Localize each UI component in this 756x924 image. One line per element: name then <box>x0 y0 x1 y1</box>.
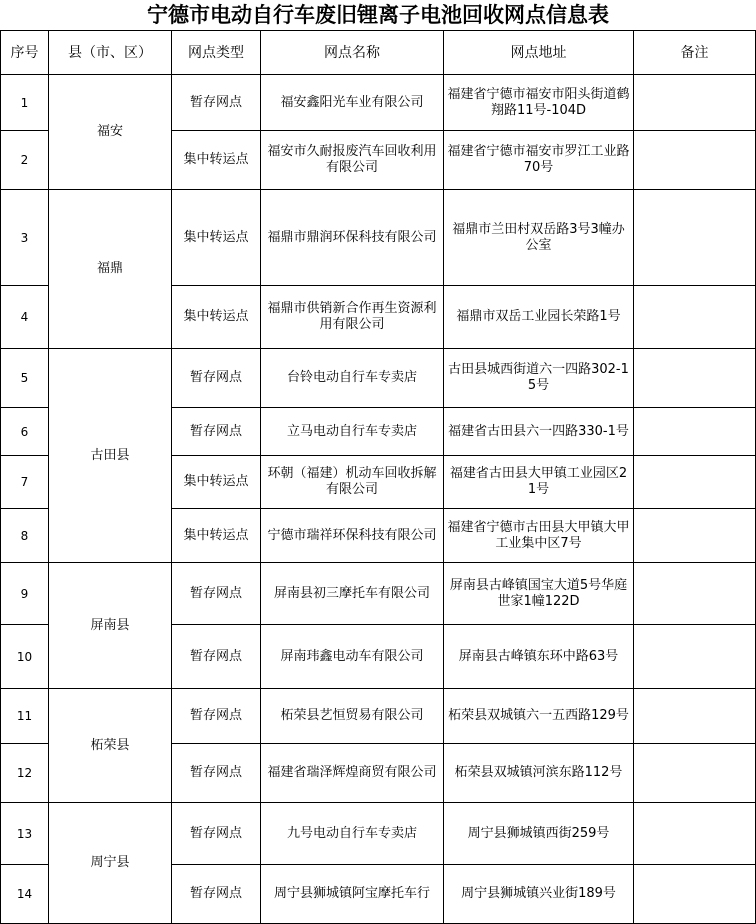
seq-cell: 2 <box>1 131 49 190</box>
table-row <box>1 75 756 131</box>
note-cell <box>634 865 756 924</box>
type-cell: 暂存网点 <box>172 625 261 689</box>
header-seq: 序号 <box>1 31 49 75</box>
county-cell: 周宁县 <box>49 803 172 924</box>
address-cell: 福鼎市兰田村双岳路3号3幢办公室 <box>444 190 634 286</box>
table-header-row <box>1 31 756 75</box>
address-cell: 福鼎市双岳工业园长荣路1号 <box>444 286 634 349</box>
type-cell: 暂存网点 <box>172 689 261 744</box>
table-row <box>1 803 756 865</box>
type-cell: 暂存网点 <box>172 744 261 803</box>
address-cell: 屏南县古峰镇东环中路63号 <box>444 625 634 689</box>
name-cell: 立马电动自行车专卖店 <box>261 408 444 456</box>
address-cell: 周宁县狮城镇兴业街189号 <box>444 865 634 924</box>
type-cell: 集中转运点 <box>172 190 261 286</box>
name-cell: 屏南玮鑫电动车有限公司 <box>261 625 444 689</box>
county-cell: 屏南县 <box>49 563 172 689</box>
recycling-points-table <box>0 30 756 924</box>
type-cell: 暂存网点 <box>172 349 261 408</box>
type-cell: 暂存网点 <box>172 408 261 456</box>
note-cell <box>634 563 756 625</box>
name-cell: 柘荣县艺恒贸易有限公司 <box>261 689 444 744</box>
name-cell: 福安市久耐报废汽车回收利用有限公司 <box>261 131 444 190</box>
seq-cell: 11 <box>1 689 49 744</box>
table-row <box>1 190 756 286</box>
seq-cell: 4 <box>1 286 49 349</box>
header-name: 网点名称 <box>261 31 444 75</box>
type-cell: 集中转运点 <box>172 286 261 349</box>
note-cell <box>634 408 756 456</box>
header-address: 网点地址 <box>444 31 634 75</box>
page-title: 宁德市电动自行车废旧锂离子电池回收网点信息表 <box>147 2 609 27</box>
type-cell: 暂存网点 <box>172 563 261 625</box>
county-cell: 古田县 <box>49 349 172 563</box>
address-cell: 福建省宁德市福安市阳头街道鹤翔路11号-104D <box>444 75 634 131</box>
type-cell: 暂存网点 <box>172 75 261 131</box>
address-cell: 柘荣县双城镇六一五西路129号 <box>444 689 634 744</box>
seq-cell: 5 <box>1 349 49 408</box>
address-cell: 柘荣县双城镇河滨东路112号 <box>444 744 634 803</box>
note-cell <box>634 509 756 563</box>
seq-cell: 9 <box>1 563 49 625</box>
address-cell: 屏南县古峰镇国宝大道5号华庭世家1幢122D <box>444 563 634 625</box>
table-row <box>1 689 756 744</box>
type-cell: 集中转运点 <box>172 456 261 509</box>
seq-cell: 3 <box>1 190 49 286</box>
table-row <box>1 563 756 625</box>
address-cell: 福建省宁德市福安市罗江工业路70号 <box>444 131 634 190</box>
address-cell: 周宁县狮城镇西街259号 <box>444 803 634 865</box>
note-cell <box>634 744 756 803</box>
note-cell <box>634 456 756 509</box>
note-cell <box>634 349 756 408</box>
name-cell: 环朝（福建）机动车回收拆解有限公司 <box>261 456 444 509</box>
name-cell: 宁德市瑞祥环保科技有限公司 <box>261 509 444 563</box>
name-cell: 台铃电动自行车专卖店 <box>261 349 444 408</box>
note-cell <box>634 131 756 190</box>
name-cell: 周宁县狮城镇阿宝摩托车行 <box>261 865 444 924</box>
address-cell: 古田县城西街道六一四路302-15号 <box>444 349 634 408</box>
name-cell: 福建省瑞泽辉煌商贸有限公司 <box>261 744 444 803</box>
seq-cell: 12 <box>1 744 49 803</box>
seq-cell: 8 <box>1 509 49 563</box>
seq-cell: 13 <box>1 803 49 865</box>
header-note: 备注 <box>634 31 756 75</box>
note-cell <box>634 625 756 689</box>
note-cell <box>634 75 756 131</box>
seq-cell: 10 <box>1 625 49 689</box>
type-cell: 暂存网点 <box>172 865 261 924</box>
note-cell <box>634 689 756 744</box>
address-cell: 福建省古田县六一四路330-1号 <box>444 408 634 456</box>
note-cell <box>634 803 756 865</box>
address-cell: 福建省古田县大甲镇工业园区21号 <box>444 456 634 509</box>
name-cell: 屏南县初三摩托车有限公司 <box>261 563 444 625</box>
county-cell: 福安 <box>49 75 172 190</box>
name-cell: 福鼎市鼎润环保科技有限公司 <box>261 190 444 286</box>
name-cell: 福安鑫阳光车业有限公司 <box>261 75 444 131</box>
note-cell <box>634 286 756 349</box>
county-cell: 柘荣县 <box>49 689 172 803</box>
name-cell: 福鼎市供销新合作再生资源利用有限公司 <box>261 286 444 349</box>
table-row <box>1 349 756 408</box>
note-cell <box>634 190 756 286</box>
type-cell: 集中转运点 <box>172 509 261 563</box>
type-cell: 暂存网点 <box>172 803 261 865</box>
name-cell: 九号电动自行车专卖店 <box>261 803 444 865</box>
address-cell: 福建省宁德市古田县大甲镇大甲工业集中区7号 <box>444 509 634 563</box>
header-type: 网点类型 <box>172 31 261 75</box>
seq-cell: 6 <box>1 408 49 456</box>
header-county: 县（市、区） <box>49 31 172 75</box>
seq-cell: 7 <box>1 456 49 509</box>
type-cell: 集中转运点 <box>172 131 261 190</box>
county-cell: 福鼎 <box>49 190 172 349</box>
seq-cell: 1 <box>1 75 49 131</box>
seq-cell: 14 <box>1 865 49 924</box>
